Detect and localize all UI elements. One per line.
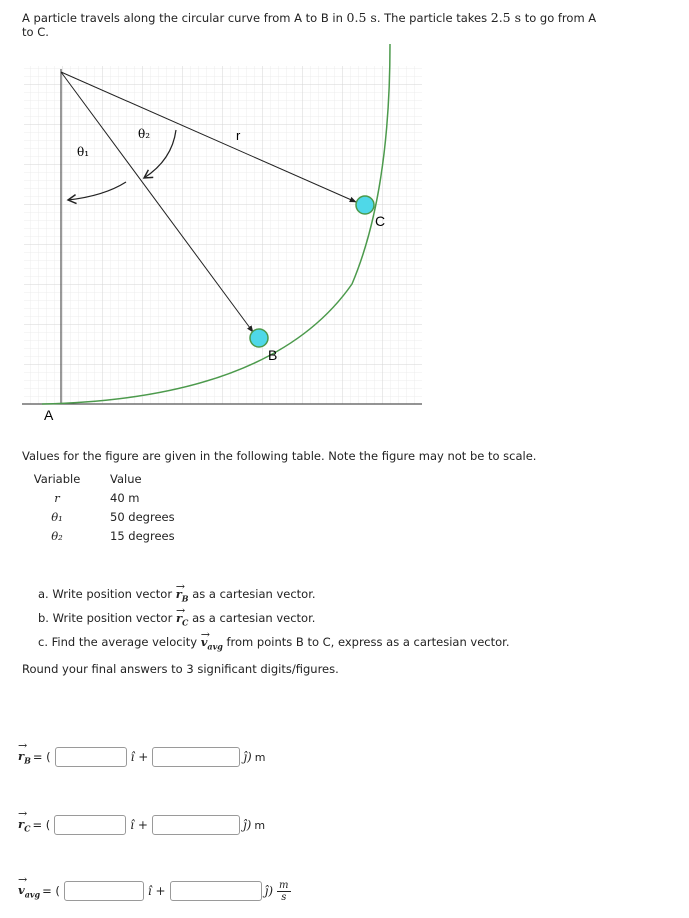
vavg-x-input[interactable] [64, 881, 144, 901]
rc-x-input[interactable] [54, 815, 126, 835]
intro-text-4: to C. [22, 25, 49, 39]
time-ac: 2.5 s [490, 10, 522, 25]
unit-numerator: m [279, 879, 289, 891]
answer-rc-letter: r [18, 816, 25, 831]
answer-rb-symbol [18, 749, 31, 765]
intro-text-3: to go from A [524, 11, 597, 25]
var-cell: r [54, 490, 60, 505]
i-hat-unit: î + [130, 750, 149, 764]
task-list [38, 585, 509, 656]
problem-statement [22, 11, 662, 39]
j-hat-unit: ĵ) [243, 750, 252, 764]
table-row [26, 488, 181, 507]
task-c [38, 633, 509, 657]
value-cell: 40 m [110, 490, 140, 505]
task-b-text-2: as a cartesian vector. [192, 610, 316, 625]
rc-y-input[interactable] [152, 815, 240, 835]
answer-vavg-symbol [18, 883, 40, 899]
vavg-y-input[interactable] [170, 881, 262, 901]
task-b [38, 609, 509, 633]
var-cell: θ₁ [51, 509, 63, 524]
j-hat-unit: ĵ) [264, 884, 274, 898]
vavg-symbol [201, 635, 223, 649]
answer-row-rc [18, 812, 265, 838]
value-cell: 50 degrees [110, 509, 175, 524]
answer-row-rb [18, 744, 265, 770]
table-row [26, 526, 181, 545]
header-variable: Variable [33, 471, 81, 486]
table-row [26, 507, 181, 526]
rb-subscript: B [181, 593, 189, 604]
var-cell: θ₂ [51, 528, 63, 543]
task-b-text: b. Write position vector [38, 610, 173, 625]
time-ab: 0.5 s [346, 10, 377, 25]
answer-rb-sub: B [24, 755, 31, 766]
task-a-text: a. Write position vector [38, 587, 173, 601]
rb-letter: r [175, 587, 182, 601]
answer-vavg-letter: v [18, 882, 25, 897]
value-cell: 15 degrees [110, 528, 175, 543]
equals-paren: = ( [32, 750, 51, 764]
task-a-text-2: as a cartesian vector. [192, 587, 316, 601]
j-hat-unit: ĵ) [242, 818, 252, 832]
vavg-letter: v [200, 634, 208, 649]
answer-vavg-sub: avg [24, 889, 41, 900]
unit-m: m [254, 750, 266, 764]
answer-rb-letter: r [18, 748, 25, 763]
rounding-note: Round your final answers to 3 significant digits/figures. [22, 662, 339, 676]
circular-path-figure [22, 44, 424, 436]
answer-rc-symbol [18, 817, 30, 833]
i-hat-unit: î + [130, 818, 148, 832]
task-c-text: c. Find the average velocity [38, 634, 198, 649]
task-a [38, 585, 509, 609]
rb-x-input[interactable] [55, 747, 127, 767]
rb-symbol [175, 587, 189, 604]
equals-paren: = ( [42, 884, 60, 898]
rc-letter: r [175, 610, 183, 625]
rc-subscript: C [182, 617, 189, 628]
header-value: Value [110, 471, 142, 486]
point-b-label: B [268, 347, 278, 363]
table-note: Values for the figure are given in the following table. Note the figure may not be to scale. [22, 449, 537, 463]
equals-paren: = ( [32, 818, 51, 832]
rb-y-input[interactable] [152, 747, 240, 767]
unit-m: m [254, 818, 266, 832]
rc-symbol [175, 610, 189, 628]
task-c-text-2: from points B to C, express as a cartesian vector. [226, 634, 510, 649]
point-b [250, 329, 268, 347]
theta1-label: θ₁ [77, 145, 90, 159]
grid-background [24, 66, 422, 404]
point-a-label: A [44, 407, 54, 423]
i-hat-unit: î + [147, 884, 166, 898]
vavg-subscript: avg [207, 640, 223, 651]
intro-text-2: . The particle takes [376, 11, 488, 25]
intro-text-1: A particle travels along the circular curve from A to B in [22, 11, 343, 25]
r-label: r [236, 128, 241, 143]
point-c-label: C [375, 213, 386, 229]
answer-row-vavg [18, 878, 291, 904]
answer-rc-sub: C [24, 823, 31, 834]
unit-denominator: s [281, 891, 287, 903]
values-table [26, 469, 181, 545]
unit-m-per-s [277, 880, 290, 903]
theta2-label: θ₂ [138, 127, 151, 141]
point-c [356, 196, 374, 214]
